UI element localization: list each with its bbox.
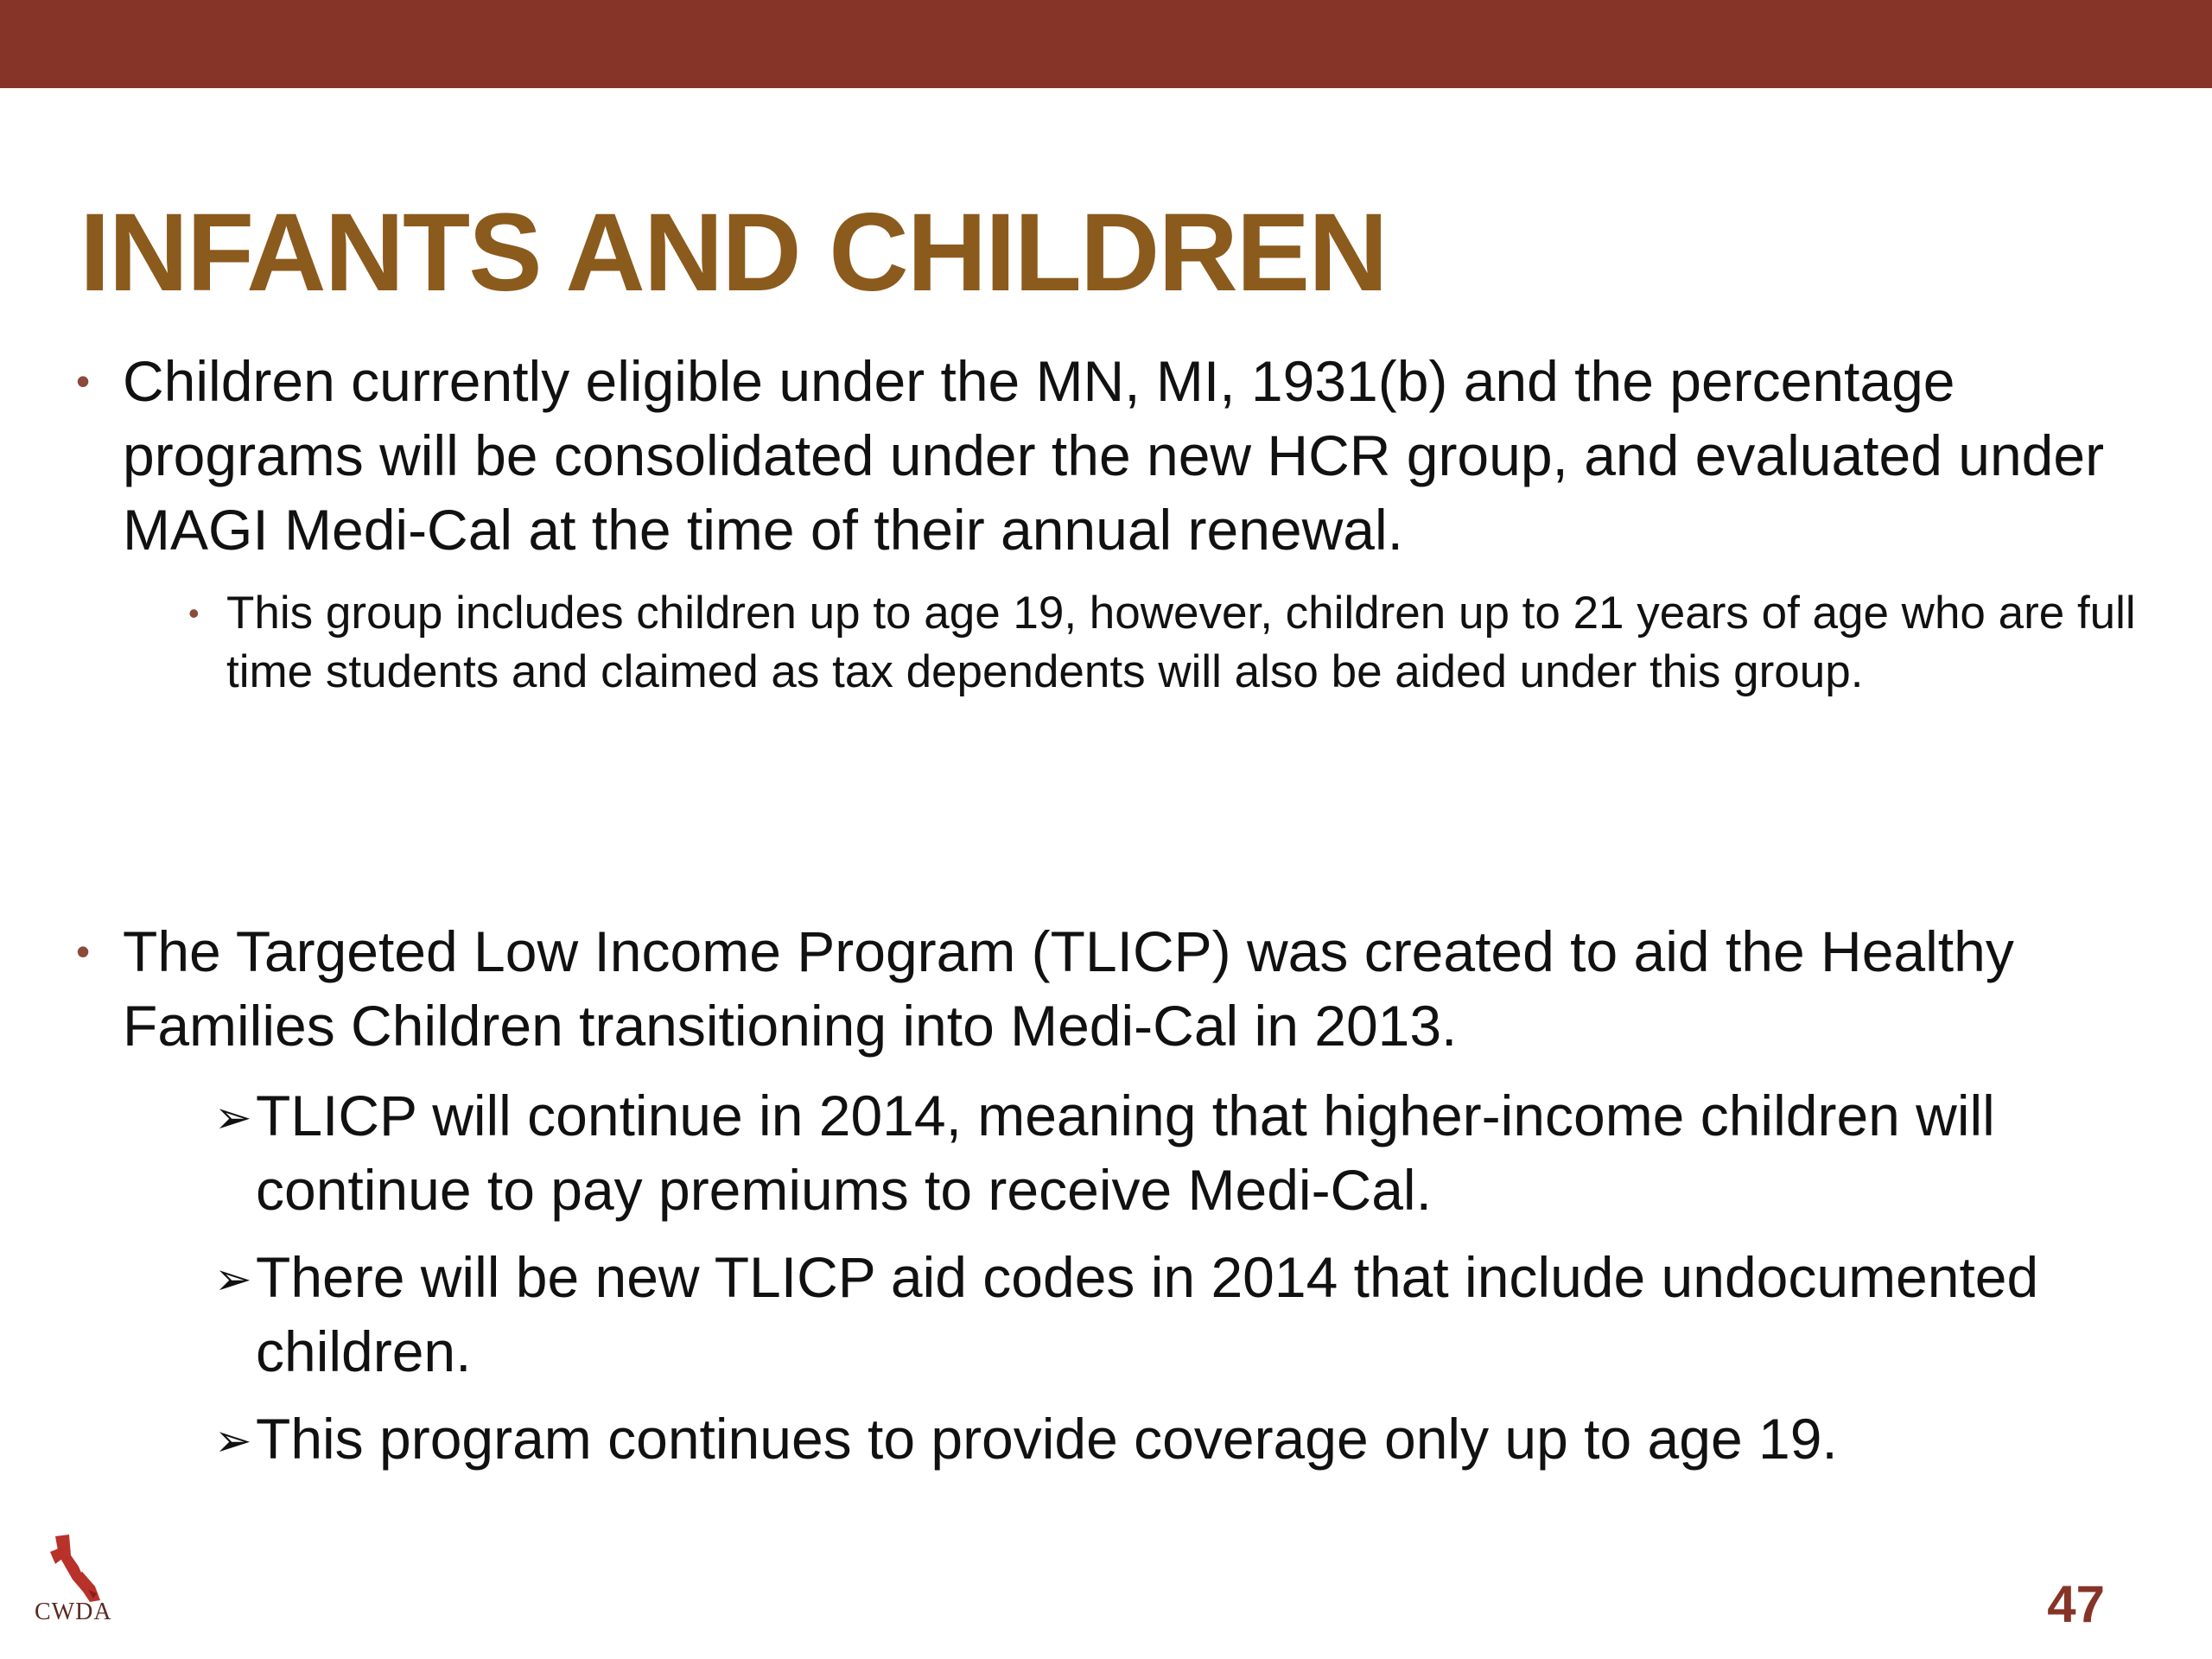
- arrow-text: TLICP will continue in 2014, meaning that higher-income children will continue to pay premiums to receive Medi-Cal.: [256, 1084, 1995, 1222]
- bullet-text: The Targeted Low Income Program (TLICP) was created to aid the Healthy Families Children transitioning into Medi-Cal in 2013.: [123, 919, 2014, 1058]
- bullet-dot-icon: •: [76, 929, 91, 974]
- bullet-text: Children currently eligible under the MN, MI, 1931(b) and the percentage programs will be consolidated under the new HCR group, and evaluated under MAGI Medi-Cal at the time of their annual renewal.: [123, 349, 2105, 562]
- page-number: 47: [2047, 1575, 2105, 1633]
- bullet-item-tlicp: [76, 914, 2145, 1063]
- arrow-text: There will be new TLICP aid codes in 2014 that include undocumented children.: [256, 1245, 2039, 1383]
- sub-bullet-item-age: [188, 584, 2205, 702]
- arrow-bullet-icon: ➢: [214, 1093, 252, 1143]
- bullet-group-2: [76, 914, 2167, 1476]
- bullet-dot-icon: •: [188, 595, 200, 631]
- slide-title: INFANTS AND CHILDREN: [79, 191, 1387, 315]
- arrow-bullet-icon: ➢: [214, 1416, 252, 1466]
- bullet-item-consolidation: [76, 344, 2110, 567]
- sub-bullet-text: This group includes children up to age 19, however, children up to 21 years of age who are full time students and claimed as tax dependents will also be aided under this group.: [226, 588, 2136, 697]
- logo-text: CWDA: [35, 1599, 112, 1625]
- arrow-item-coverage: [214, 1402, 2157, 1476]
- arrow-item-continue: [214, 1078, 2088, 1227]
- bullet-dot-icon: •: [76, 359, 91, 404]
- bullet-group-1: [76, 344, 2167, 702]
- arrow-text: This program continues to provide coverage only up to age 19.: [256, 1407, 1838, 1471]
- arrow-bullet-icon: ➢: [214, 1255, 252, 1305]
- arrow-item-aid-codes: [214, 1240, 2088, 1389]
